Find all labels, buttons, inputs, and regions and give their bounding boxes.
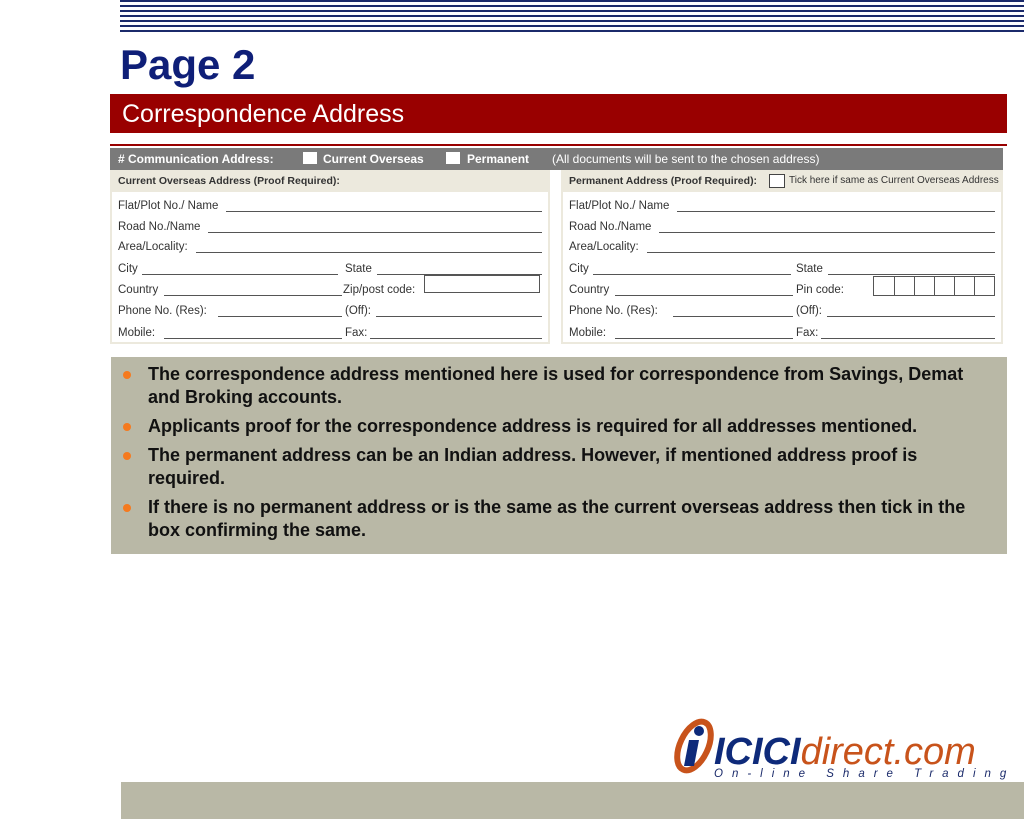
same-address-checkbox[interactable] xyxy=(769,174,785,188)
p-state-label: State xyxy=(796,263,823,275)
p-mobile-fax-row xyxy=(569,324,995,342)
p-mobile-label: Mobile: xyxy=(569,327,607,339)
permanent-heading: Permanent Address (Proof Required): xyxy=(569,175,758,187)
p-country-label: Country xyxy=(569,284,610,296)
notes-list xyxy=(111,363,1007,548)
country-input[interactable] xyxy=(164,295,342,296)
address-form xyxy=(110,144,1007,346)
icici-direct-logo xyxy=(670,712,1016,782)
section-title: Correspondence Address xyxy=(122,100,405,128)
header-stripes xyxy=(120,0,1024,34)
icici-i-icon xyxy=(672,714,716,774)
pin-divider xyxy=(974,277,975,295)
logo-wordmark xyxy=(714,732,976,772)
p-flat-label: Flat/Plot No./ Name xyxy=(569,200,670,212)
permanent-panel xyxy=(561,170,1003,344)
mobile-input[interactable] xyxy=(164,338,342,339)
phone-res-input[interactable] xyxy=(218,316,342,317)
same-address-label: Tick here if same as Current Overseas Address xyxy=(789,175,999,186)
road-label: Road No./Name xyxy=(118,221,201,233)
phone-res-label: Phone No. (Res): xyxy=(118,305,207,317)
p-city-input[interactable] xyxy=(593,274,791,275)
p-mobile-input[interactable] xyxy=(615,338,793,339)
area-label: Area/Locality: xyxy=(118,241,188,253)
form-top-rule xyxy=(110,144,1007,146)
communication-note: (All documents will be sent to the chosen address) xyxy=(552,152,820,166)
bullet-icon xyxy=(123,504,131,512)
note-text: If there is no permanent address or is the same as the current overseas address then tick in the box confirming the same. xyxy=(148,497,966,540)
phone-row xyxy=(118,302,542,320)
current-overseas-panel xyxy=(110,170,550,344)
note-text: Applicants proof for the correspondence address is required for all addresses mentioned. xyxy=(148,416,918,436)
p-fax-label: Fax: xyxy=(796,327,819,339)
communication-bar xyxy=(110,148,1003,170)
country-label: Country xyxy=(118,284,159,296)
fax-input[interactable] xyxy=(370,338,542,339)
note-text: The permanent address can be an Indian address. However, if mentioned address proof is required. xyxy=(148,445,918,488)
p-area-label: Area/Locality: xyxy=(569,241,639,253)
flat-row xyxy=(118,197,542,215)
page-title: Page 2 xyxy=(120,41,256,88)
p-road-row xyxy=(569,218,995,236)
note-text: The correspondence address mentioned here is used for correspondence from Savings, Demat and Broking accounts. xyxy=(148,364,964,407)
road-row xyxy=(118,218,542,236)
phone-off-label: (Off): xyxy=(345,305,371,317)
pin-divider xyxy=(934,277,935,295)
p-phone-off-label: (Off): xyxy=(796,305,822,317)
p-phone-res-label: Phone No. (Res): xyxy=(569,305,658,317)
mobile-fax-row xyxy=(118,324,542,342)
p-pin-label: Pin code: xyxy=(796,284,844,296)
pin-divider xyxy=(894,277,895,295)
logo-brand-light: direct.com xyxy=(800,731,976,773)
permanent-label: Permanent xyxy=(467,152,530,166)
zip-input[interactable] xyxy=(424,275,540,293)
p-city-label: City xyxy=(569,263,589,275)
phone-off-input[interactable] xyxy=(376,316,542,317)
p-road-input[interactable] xyxy=(659,232,995,233)
current-overseas-label: Current Overseas xyxy=(323,152,424,166)
list-item xyxy=(111,444,1007,490)
permanent-fields xyxy=(563,192,1001,342)
p-flat-input[interactable] xyxy=(677,211,995,212)
zip-label: Zip/post code: xyxy=(343,284,416,296)
logo-brand-bold: ICICI xyxy=(714,731,801,773)
p-area-input[interactable] xyxy=(647,252,995,253)
state-label: State xyxy=(345,263,372,275)
p-area-row xyxy=(569,238,995,256)
bullet-icon xyxy=(123,452,131,460)
p-phone-res-input[interactable] xyxy=(673,316,793,317)
bullet-icon xyxy=(123,371,131,379)
p-flat-row xyxy=(569,197,995,215)
current-overseas-checkbox[interactable] xyxy=(303,152,317,164)
p-fax-input[interactable] xyxy=(821,338,995,339)
communication-label: # Communication Address: xyxy=(118,152,274,166)
flat-input[interactable] xyxy=(226,211,542,212)
mobile-label: Mobile: xyxy=(118,327,156,339)
area-input[interactable] xyxy=(196,252,542,253)
current-overseas-heading: Current Overseas Address (Proof Required): xyxy=(118,175,340,187)
p-road-label: Road No./Name xyxy=(569,221,652,233)
road-input[interactable] xyxy=(208,232,542,233)
logo-tagline: On-line Share Trading xyxy=(714,768,1016,780)
flat-label: Flat/Plot No./ Name xyxy=(118,200,219,212)
pin-divider xyxy=(954,277,955,295)
notes-box xyxy=(111,357,1007,554)
p-country-input[interactable] xyxy=(615,295,793,296)
permanent-checkbox[interactable] xyxy=(446,152,460,164)
list-item xyxy=(111,415,1007,438)
city-label: City xyxy=(118,263,138,275)
pin-divider xyxy=(914,277,915,295)
p-state-input[interactable] xyxy=(828,274,995,275)
pin-code-input[interactable] xyxy=(873,276,995,296)
section-banner xyxy=(110,94,1007,133)
city-input[interactable] xyxy=(142,274,338,275)
current-overseas-fields xyxy=(112,192,548,342)
area-row xyxy=(118,238,542,256)
list-item xyxy=(111,496,1007,542)
fax-label: Fax: xyxy=(345,327,368,339)
bullet-icon xyxy=(123,423,131,431)
p-phone-row xyxy=(569,302,995,320)
list-item xyxy=(111,363,1007,409)
footer-bar xyxy=(121,782,1024,819)
p-phone-off-input[interactable] xyxy=(827,316,995,317)
